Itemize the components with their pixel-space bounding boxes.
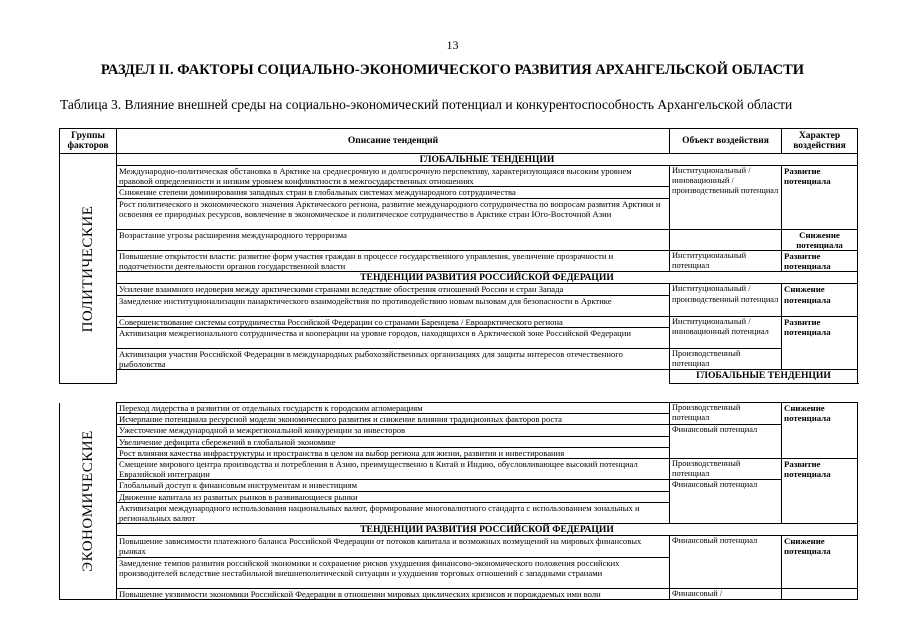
table-row-description: Активизация участия Российской Федерации в международных рыбохозяйственных организациях для защиты интересов отечественного рыболовства	[117, 348, 670, 369]
table-row-description: Повышение уязвимости экономики Российской Федерации в отношении мировых циклических кризисов и порождаемых ими волн	[117, 588, 670, 599]
column-header-group: Группы факторов	[60, 129, 117, 154]
table-caption: Таблица 3. Влияние внешней среды на социально-экономический потенциал и конкурентоспособность Архангельской области	[60, 97, 793, 112]
table-row-object: Финансовый потенциал	[670, 536, 782, 588]
table-row-object: Производственный потенциал	[670, 403, 782, 425]
page-number: 13	[446, 38, 459, 52]
column-header-effect: Характер воздействия	[782, 129, 858, 154]
group-cell-economic-body	[60, 403, 117, 600]
table-row-object: Производственный потенциал	[670, 459, 782, 480]
table-row-effect: Снижение потенциала	[782, 229, 858, 250]
table-row-description: Усиление взаимного недоверия между арктическими странами вследствие обострения отношений России и стран Запада	[117, 284, 670, 295]
section-heading: РАЗДЕЛ II. ФАКТОРЫ СОЦИАЛЬНО-ЭКОНОМИЧЕСКОГО РАЗВИТИЯ АРХАНГЕЛЬСКОЙ ОБЛАСТИ	[100, 62, 805, 78]
table-row-description: Активизация международного использования национальных валют, формирование многовалютного стандарта с использованием зональных и региональных валют	[117, 502, 670, 523]
table-row-effect: Развитие потенциала	[782, 251, 858, 272]
subhead-global-political: ГЛОБАЛЬНЫЕ ТЕНДЕНЦИИ	[117, 154, 858, 166]
table-row-description: Рост влияния качества инфраструктуры и пространства в целом на выбор региона для жизни, развития и инвестирования	[117, 447, 670, 458]
table-row-description: Совершенствование системы сотрудничества Российской Федерации со странами Баренцева / Евроарктического региона	[117, 316, 670, 327]
table-row-description: Ужесточение международной и межрегиональной конкуренции за инвесторов	[117, 425, 670, 436]
table-row-effect	[782, 588, 858, 599]
table-row-description: Замедление темпов развития российской экономики и сохранение рисков ухудшения финансово-экономического положения российских производителей вследствие нестабильной внешнеполитической ситуации и ухудшения торговых отношений с западными странами	[117, 557, 670, 588]
subhead-russian-political: ТЕНДЕНЦИИ РАЗВИТИЯ РОССИЙСКОЙ ФЕДЕРАЦИИ	[117, 272, 858, 284]
factors-table-economic	[59, 402, 858, 600]
table-row-effect: Снижение потенциала	[782, 284, 858, 316]
group-label-political: ПОЛИТИЧЕСКИЕ	[79, 205, 96, 333]
table-row-description: Движение капитала из развитых рынков в развивающиеся рынки	[117, 491, 670, 502]
table-row-description: Рост политического и экономического значения Арктического региона, развитие международного сотрудничества по вопросам развития Арктики и освоения ее природных ресурсов, вовлечение в экономическое и политическое сотрудничество в Арктике стран Юго-Восточной Азии	[117, 198, 670, 229]
table-row-effect: Развитие потенциала	[782, 459, 858, 524]
group-cell-political	[60, 154, 117, 384]
table-row-description: Возрастание угрозы расширения международного терроризма	[117, 229, 670, 250]
table-row-description: Повышение открытости власти: развитие форм участия граждан в процессе государственного управления, увеличение прозрачности и подотчетности деятельности органов государственной власти	[117, 251, 670, 272]
subhead-global-economic: ГЛОБАЛЬНЫЕ ТЕНДЕНЦИИ	[670, 370, 858, 384]
column-header-description: Описание тенденций	[117, 129, 670, 154]
table-row-effect: Развитие потенциала	[782, 316, 858, 370]
table-row-description: Замедление институционализации панарктического взаимодействия по противодействию новым вызовам для безопасности в Арктике	[117, 295, 670, 316]
group-label-economic: ЭКОНОМИЧЕСКИЕ	[79, 429, 96, 572]
table-row-object: Институциональный потенциал	[670, 251, 782, 272]
table-row-description: Повышение зависимости платежного баланса Российской Федерации от потоков капитала и возможных возмущений на мировых финансовых рынках	[117, 536, 670, 557]
table-row-effect: Снижение потенциала	[782, 403, 858, 459]
table-row-description: Международно-политическая обстановка в Арктике на среднесрочную и долгосрочную перспективу, характеризующаяся высоким уровнем правовой определенности и низким уровнем конфликтности в межгосударственных отношениях	[117, 166, 670, 187]
table-row-description: Увеличение дефицита сбережений в глобальной экономике	[117, 436, 670, 447]
table-row-description: Смещение мирового центра производства и потребления в Азию, преимущественно в Китай и Индию, обусловливающее высокий потенциал Евразийской интеграции	[117, 459, 670, 480]
table-row-description: Исчерпание потенциала ресурсной модели экономического развития и снижение влияния традиционных факторов роста	[117, 414, 670, 425]
table-row-description: Глобальный доступ к финансовым инструментам и инвестициям	[117, 480, 670, 491]
table-row-object: Институциональный / производственный потенциал	[670, 284, 782, 316]
table-row-object: Институциональный / инновационный потенциал	[670, 316, 782, 348]
table-row-effect: Развитие потенциала	[782, 166, 858, 230]
column-header-object: Объект воздействия	[670, 129, 782, 154]
table-row-description: Снижение степени доминирования западных стран в глобальных системах международного сотрудничества	[117, 187, 670, 198]
table-row-object: Институциональный / инновационный / производственный потенциал	[670, 166, 782, 230]
table-row-description: Переход лидерства в развитии от отдельных государств к городским агломерациям	[117, 403, 670, 414]
table-row-object: Финансовый потенциал	[670, 480, 782, 524]
factors-table	[59, 128, 858, 384]
table-row-object	[670, 229, 782, 250]
table-row-object: Финансовый потенциал	[670, 425, 782, 459]
group-cell-economic	[117, 370, 670, 384]
table-row-description: Активизация межрегионального сотрудничества и кооперации на уровне городов, находящихся в Арктической зоне Российской Федерации	[117, 327, 670, 348]
table-row-object: Производственный потенциал	[670, 348, 782, 369]
table-row-object: Финансовый /	[670, 588, 782, 599]
subhead-russian-economic: ТЕНДЕНЦИИ РАЗВИТИЯ РОССИЙСКОЙ ФЕДЕРАЦИИ	[117, 524, 858, 536]
table-row-effect: Снижение потенциала	[782, 536, 858, 588]
